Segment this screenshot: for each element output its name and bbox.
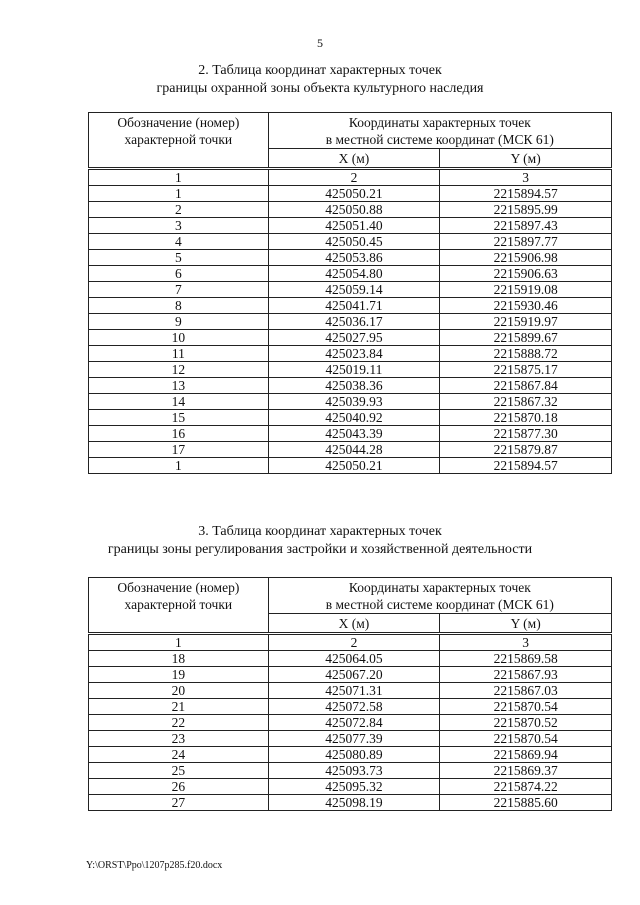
x-coordinate-cell: 425027.95: [268, 330, 440, 346]
x-coordinate-cell: 425038.36: [268, 378, 440, 394]
y-coordinate-cell: 2215877.30: [440, 426, 612, 442]
column-number-row: [89, 169, 612, 186]
table1: [88, 112, 612, 474]
x-coordinate-cell: 425044.28: [268, 442, 440, 458]
x-header: X (м): [268, 614, 440, 634]
column-number-cell: 3: [440, 634, 612, 651]
column-number-cell: 2: [268, 634, 440, 651]
y-coordinate-cell: 2215870.18: [440, 410, 612, 426]
coordinates-group-header-line2: в местной системе координат (МСК 61): [325, 597, 554, 612]
point-number-cell: 23: [89, 731, 269, 747]
table-row: [89, 394, 612, 410]
table-row: [89, 378, 612, 394]
x-coordinate-cell: 425041.71: [268, 298, 440, 314]
y-coordinate-cell: 2215867.93: [440, 667, 612, 683]
x-coordinate-cell: 425050.21: [268, 186, 440, 202]
point-label-header: [89, 578, 269, 634]
y-header: Y (м): [440, 149, 612, 169]
y-coordinate-cell: 2215897.43: [440, 218, 612, 234]
y-coordinate-cell: 2215919.97: [440, 314, 612, 330]
table-row: [89, 186, 612, 202]
coordinates-group-header: [268, 578, 611, 614]
y-coordinate-cell: 2215895.99: [440, 202, 612, 218]
x-coordinate-cell: 425050.21: [268, 458, 440, 474]
point-number-cell: 1: [89, 458, 269, 474]
y-coordinate-cell: 2215869.58: [440, 651, 612, 667]
point-number-cell: 10: [89, 330, 269, 346]
y-coordinate-cell: 2215885.60: [440, 795, 612, 811]
point-number-cell: 24: [89, 747, 269, 763]
x-coordinate-cell: 425072.58: [268, 699, 440, 715]
table-row: [89, 795, 612, 811]
x-header: X (м): [268, 149, 440, 169]
y-coordinate-cell: 2215867.32: [440, 394, 612, 410]
y-coordinate-cell: 2215897.77: [440, 234, 612, 250]
coordinates-group-header-line2: в местной системе координат (МСК 61): [325, 132, 554, 147]
point-number-cell: 5: [89, 250, 269, 266]
table-row: [89, 250, 612, 266]
footer-file-path: Y:\ORST\Ppo\1207p285.f20.docx: [86, 860, 223, 871]
table1-title-line2: границы охранной зоны объекта культурного наследия: [156, 81, 484, 96]
point-label-header: [89, 113, 269, 169]
x-coordinate-cell: 425077.39: [268, 731, 440, 747]
y-header: Y (м): [440, 614, 612, 634]
point-number-cell: 13: [89, 378, 269, 394]
column-number-row: [89, 634, 612, 651]
x-coordinate-cell: 425039.93: [268, 394, 440, 410]
table-row: [89, 202, 612, 218]
table2-title-line2: границы зоны регулирования застройки и хозяйственной деятельности: [107, 542, 533, 557]
table-row: [89, 667, 612, 683]
point-number-cell: 14: [89, 394, 269, 410]
table2-title-line1: 3. Таблица координат характерных точек: [198, 524, 442, 539]
x-coordinate-cell: 425067.20: [268, 667, 440, 683]
x-coordinate-cell: 425050.45: [268, 234, 440, 250]
point-number-cell: 21: [89, 699, 269, 715]
y-coordinate-cell: 2215879.87: [440, 442, 612, 458]
point-number-cell: 2: [89, 202, 269, 218]
table-row: [89, 731, 612, 747]
x-coordinate-cell: 425043.39: [268, 426, 440, 442]
table2-title: [0, 523, 640, 559]
point-label-header-line2: характерной точки: [124, 132, 233, 147]
table-row: [89, 683, 612, 699]
column-number-cell: 2: [268, 169, 440, 186]
table1-body: [89, 169, 612, 474]
y-coordinate-cell: 2215870.52: [440, 715, 612, 731]
y-coordinate-cell: 2215899.67: [440, 330, 612, 346]
table-row: [89, 266, 612, 282]
point-number-cell: 25: [89, 763, 269, 779]
table-row: [89, 651, 612, 667]
point-number-cell: 20: [89, 683, 269, 699]
x-coordinate-cell: 425080.89: [268, 747, 440, 763]
x-coordinate-cell: 425019.11: [268, 362, 440, 378]
x-coordinate-cell: 425095.32: [268, 779, 440, 795]
point-label-header-line2: характерной точки: [124, 597, 233, 612]
point-number-cell: 18: [89, 651, 269, 667]
table-row: [89, 426, 612, 442]
point-number-cell: 4: [89, 234, 269, 250]
table-row: [89, 314, 612, 330]
y-coordinate-cell: 2215869.94: [440, 747, 612, 763]
table-row: [89, 234, 612, 250]
y-coordinate-cell: 2215867.84: [440, 378, 612, 394]
table-row: [89, 298, 612, 314]
x-coordinate-cell: 425093.73: [268, 763, 440, 779]
table-row: [89, 282, 612, 298]
point-number-cell: 17: [89, 442, 269, 458]
table-row: [89, 346, 612, 362]
x-coordinate-cell: 425036.17: [268, 314, 440, 330]
table-row: [89, 218, 612, 234]
point-number-cell: 19: [89, 667, 269, 683]
y-coordinate-cell: 2215894.57: [440, 458, 612, 474]
y-coordinate-cell: 2215906.63: [440, 266, 612, 282]
table-row: [89, 715, 612, 731]
table1-title-line1: 2. Таблица координат характерных точек: [198, 63, 442, 78]
x-coordinate-cell: 425098.19: [268, 795, 440, 811]
table2: [88, 577, 612, 811]
x-coordinate-cell: 425051.40: [268, 218, 440, 234]
x-coordinate-cell: 425072.84: [268, 715, 440, 731]
table-row: [89, 747, 612, 763]
coordinates-group-header-line1: Координаты характерных точек: [348, 115, 531, 130]
column-number-cell: 1: [89, 634, 269, 651]
table-row: [89, 362, 612, 378]
y-coordinate-cell: 2215875.17: [440, 362, 612, 378]
y-coordinate-cell: 2215867.03: [440, 683, 612, 699]
y-coordinate-cell: 2215870.54: [440, 699, 612, 715]
point-number-cell: 22: [89, 715, 269, 731]
x-coordinate-cell: 425040.92: [268, 410, 440, 426]
x-coordinate-cell: 425054.80: [268, 266, 440, 282]
table-row: [89, 442, 612, 458]
point-label-header-line1: Обозначение (номер): [117, 115, 240, 130]
table-row: [89, 458, 612, 474]
point-number-cell: 3: [89, 218, 269, 234]
coordinates-group-header: [268, 113, 611, 149]
x-coordinate-cell: 425053.86: [268, 250, 440, 266]
table-row: [89, 779, 612, 795]
point-number-cell: 1: [89, 186, 269, 202]
x-coordinate-cell: 425023.84: [268, 346, 440, 362]
y-coordinate-cell: 2215906.98: [440, 250, 612, 266]
y-coordinate-cell: 2215888.72: [440, 346, 612, 362]
table-row: [89, 763, 612, 779]
point-number-cell: 11: [89, 346, 269, 362]
point-label-header-line1: Обозначение (номер): [117, 580, 240, 595]
x-coordinate-cell: 425071.31: [268, 683, 440, 699]
table-row: [89, 699, 612, 715]
point-number-cell: 6: [89, 266, 269, 282]
page-number: 5: [317, 36, 323, 50]
y-coordinate-cell: 2215919.08: [440, 282, 612, 298]
column-number-cell: 1: [89, 169, 269, 186]
point-number-cell: 27: [89, 795, 269, 811]
y-coordinate-cell: 2215870.54: [440, 731, 612, 747]
x-coordinate-cell: 425050.88: [268, 202, 440, 218]
y-coordinate-cell: 2215930.46: [440, 298, 612, 314]
point-number-cell: 7: [89, 282, 269, 298]
point-number-cell: 16: [89, 426, 269, 442]
point-number-cell: 26: [89, 779, 269, 795]
x-coordinate-cell: 425059.14: [268, 282, 440, 298]
table1-title: [0, 62, 640, 98]
y-coordinate-cell: 2215894.57: [440, 186, 612, 202]
y-coordinate-cell: 2215874.22: [440, 779, 612, 795]
coordinates-group-header-line1: Координаты характерных точек: [348, 580, 531, 595]
x-coordinate-cell: 425064.05: [268, 651, 440, 667]
table-row: [89, 330, 612, 346]
table2-body: [89, 634, 612, 811]
point-number-cell: 9: [89, 314, 269, 330]
table-row: [89, 410, 612, 426]
column-number-cell: 3: [440, 169, 612, 186]
y-coordinate-cell: 2215869.37: [440, 763, 612, 779]
point-number-cell: 8: [89, 298, 269, 314]
point-number-cell: 12: [89, 362, 269, 378]
point-number-cell: 15: [89, 410, 269, 426]
